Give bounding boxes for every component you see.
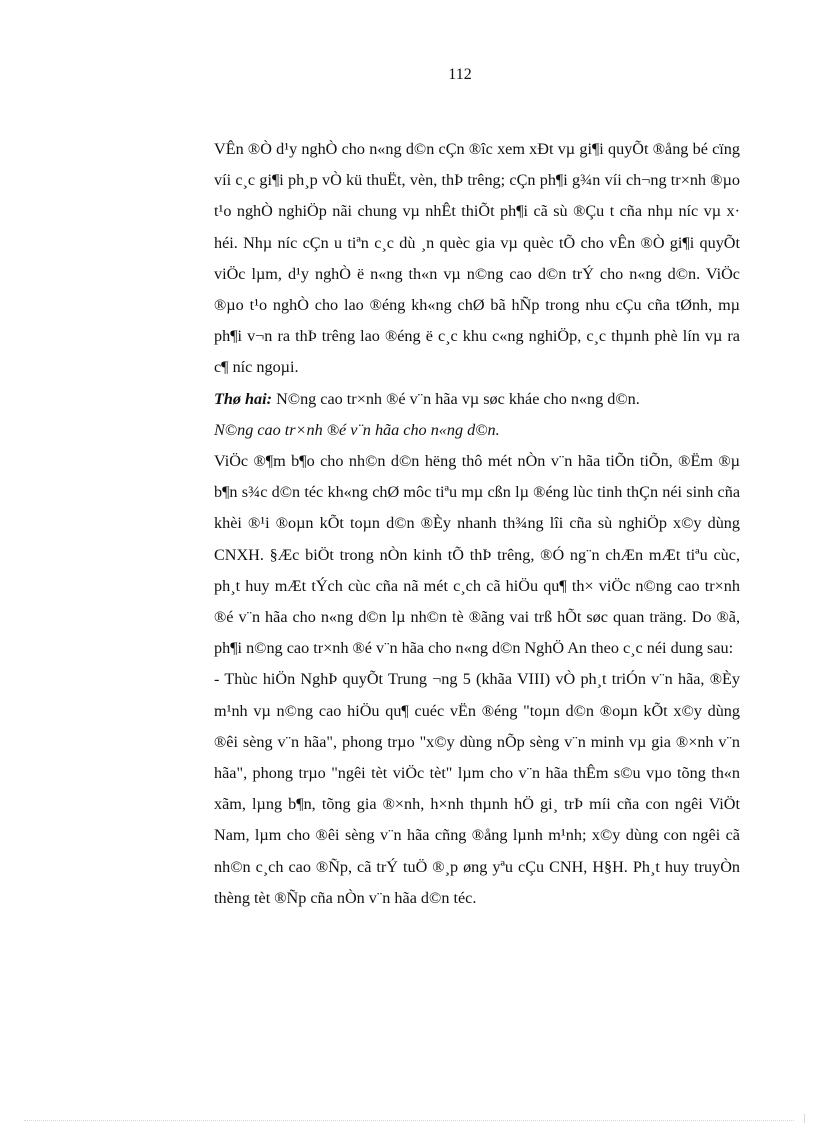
paragraph-cultural-level: ViÖc ®¶m b¶o cho nh©n d©n hëng thô mét nÒn v¨n hãa tiÕn tiÕn, ®Ëm ®µ b¶n s¾c d©n téc kh«ng chØ môc tiªu mµ cßn lµ ®éng lùc tinh thÇn néi sinh cña khèi ®¹i ®oµn kÕt toµn d©n ®Èy nhanh th¾ng lîi cña sù nghiÖp x©y dùng CNXH. §Æc biÖt trong nÒn kinh tÕ thÞ trêng, ®Ó ng¨n chÆn mÆt tiªu cùc, ph¸t huy mÆt tÝch cùc cña nã mét c¸ch cã hiÖu qu¶ th× viÖc n©ng cao tr×nh ®é v¨n hãa cho n«ng d©n lµ nh©n tè ®ãng vai trß hÕt søc quan träng. Do ®ã, ph¶i n©ng cao tr×nh ®é v¨n hãa cho n«ng d©n NghÖ An theo c¸c néi dung sau: — [214, 452, 740, 658]
section-heading-second — [214, 384, 740, 415]
subsection-heading: N©ng cao tr×nh ®é v¨n hãa cho n«ng d©n. — [214, 420, 500, 439]
page-bottom-border — [24, 1120, 794, 1121]
page-body — [214, 134, 740, 914]
page-edge-mark — [804, 1114, 805, 1123]
paragraph-vocational-training: VÊn ®Ò d¹y nghÒ cho n«ng d©n cÇn ®îc xem xÐt vµ gi¶i quyÕt ®ång bé cïng víi c¸c gi¶i ph¸p vÒ kü thuËt, vèn, thÞ trêng; cÇn ph¶i g¾n víi ch¬ng tr×nh ®µo t¹o nghÒ nghiÖp nãi chung vµ nhÊt thiÕt ph¶i cã sù ®Çu t cña nhµ níc vµ x· héi. Nhµ níc cÇn u tiªn c¸c dù ¸n quèc gia vµ quèc tÕ cho vÊn ®Ò gi¶i quyÕt viÖc lµm, d¹y nghÒ ë n«ng th«n vµ n©ng cao d©n trÝ cho n«ng d©n. ViÖc ®µo t¹o nghÒ cho lao ®éng kh«ng chØ bã hÑp trong nhu cÇu cña tØnh, mµ ph¶i v¬n ra thÞ trêng lao ®éng ë c¸c khu c«ng nghiÖp, c¸c thµnh phè lín vµ ra c¶ níc ngoµi. — [214, 140, 740, 377]
section-heading-text: N©ng cao tr×nh ®é v¨n hãa vµ søc kháe cho n«ng d©n. — [272, 389, 640, 408]
section-heading-label: Thø hai: — [214, 389, 273, 408]
paragraph-resolution: - Thùc hiÖn NghÞ quyÕt Trung ¬ng 5 (khãa VIII) vÒ ph¸t triÓn v¨n hãa, ®Èy m¹nh vµ n©ng cao hiÖu qu¶ cuéc vËn ®éng "toµn d©n ®oµn kÕt x©y dùng ®êi sèng v¨n hãa", phong trµo "x©y dùng nÕp sèng v¨n minh vµ gia ®×nh v¨n hãa", phong trµo "ngêi tèt viÖc tèt" lµm cho v¨n hãa thÊm s©u vµo tõng th«n xãm, lµng b¶n, tõng gia ®×nh, h×nh thµnh hÖ gi¸ trÞ míi cña con ngêi ViÖt Nam, lµm cho ®êi sèng v¨n hãa cñng ®ång lµnh m¹nh; x©y dùng con ngêi cã nh©n c¸ch cao ®Ñp, cã trÝ tuÖ ®¸p øng yªu cÇu CNH, H§H. Ph¸t huy truyÒn thèng tèt ®Ñp cña nÒn v¨n hãa d©n téc. — [214, 670, 740, 907]
page-number: 112 — [448, 66, 472, 83]
